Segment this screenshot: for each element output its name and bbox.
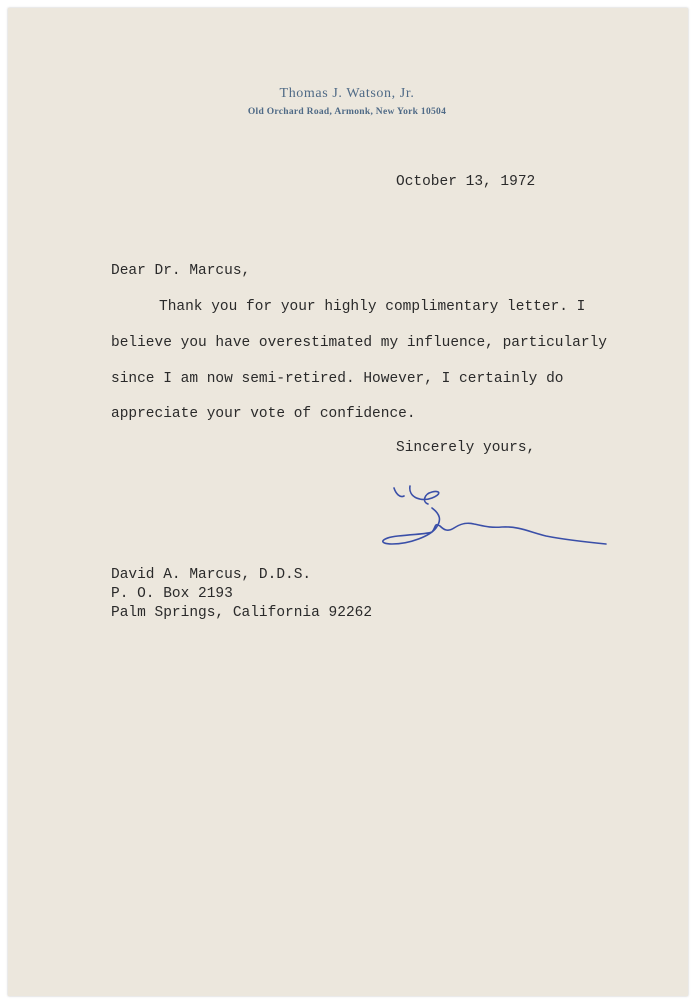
letter-date: October 13, 1972 <box>396 174 536 190</box>
body-line-1: Thank you for your highly complimentary letter. I <box>159 299 586 315</box>
letterhead-name: Thomas J. Watson, Jr. <box>279 86 415 101</box>
body-line-4: appreciate your vote of confidence. <box>111 406 416 422</box>
recipient-line-1: David A. Marcus, D.D.S. <box>111 567 312 583</box>
body-line-3: since I am now semi-retired. However, I certainly do <box>111 371 564 387</box>
body-line-2: believe you have overestimated my influence, particularly <box>111 335 607 351</box>
recipient-line-3: Palm Springs, California 92262 <box>111 605 373 621</box>
letterhead-address: Old Orchard Road, Armonk, New York 10504 <box>247 107 447 117</box>
closing: Sincerely yours, <box>396 440 536 456</box>
salutation: Dear Dr. Marcus, <box>111 263 251 279</box>
recipient-line-2: P. O. Box 2193 <box>111 586 233 602</box>
signature-scribble <box>370 478 615 558</box>
